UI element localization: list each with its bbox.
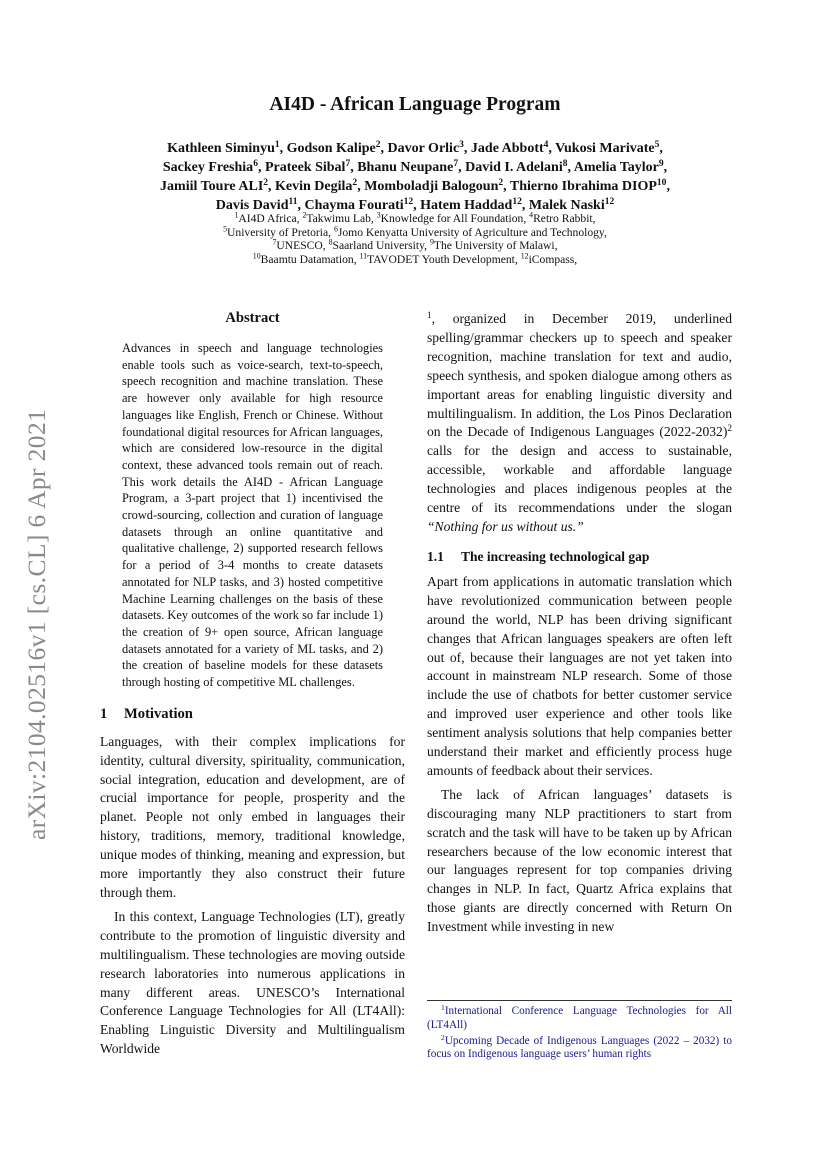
subsection-title: The increasing technological gap (461, 548, 650, 564)
affiliation-text: University of Pretoria, (227, 225, 332, 239)
abstract-heading: Abstract (225, 310, 280, 326)
motivation-paragraph-2-text-b: , organized in December 2019, underlined spelling/grammar checkers up to speech and speaker recognition, machine translation for text and audio, speech synthesis, and spoken dialogue among others as important areas for enabling linguistic diversity and multilingualism. In addition, the Los Pinos Declaration on the Decade of Indigenous Languages (2022-2032) (427, 311, 732, 440)
motivation-paragraph-2-text: In this context, Language Technologies (LT), greatly contribute to the promotion of linguistic diversity and multilingualism. These technologies are moving outside research laboratories into numerous applications in many different areas. UNESCO’s International Conference Language Technologies for All (LT4All): Enabling Linguistic Diversity and Multilingualism Worldwide (100, 908, 405, 1057)
author-affiliation-mark: 12 (604, 196, 615, 207)
affiliation-number: 4 (529, 210, 534, 220)
author-affiliation-mark: 3 (459, 139, 464, 150)
affiliation-text: Jomo Kenyatta University of Agriculture and Technology, (337, 225, 607, 239)
affiliation-number: 1 (234, 210, 239, 220)
author-affiliation-mark: 7 (453, 158, 459, 169)
paper-title: AI4D - African Language Program (269, 94, 561, 115)
affiliation-text: UNESCO, (276, 239, 326, 253)
author-affiliation-mark: 10 (656, 177, 667, 188)
affiliation-text: Saarland University, (332, 239, 428, 253)
author-affiliation-mark: 2 (352, 177, 358, 188)
author-name: Jade Abbott (470, 141, 544, 156)
affiliation-text: AI4D Africa, (238, 212, 300, 225)
footnotes (427, 1000, 732, 1064)
author-name: Momboladji Balogoun (364, 179, 499, 194)
affiliation-number: 2 (302, 210, 307, 220)
affiliation-number: 12 (520, 251, 529, 261)
section-title: Motivation (124, 705, 193, 722)
author-affiliation-mark: 8 (562, 158, 568, 169)
author-name: Sackey Freshia (162, 160, 254, 175)
motivation-paragraph-2-continued (427, 310, 732, 537)
footnote-ref-1[interactable]: 1 (427, 309, 432, 320)
affiliation-text: Knowledge for All Foundation, (380, 212, 527, 225)
footnote-2[interactable] (427, 1032, 732, 1063)
affiliation-number: 9 (429, 237, 434, 247)
affiliation-number: 3 (376, 210, 381, 220)
author-name: David I. Adelani (465, 160, 563, 175)
gap-paragraph-1: Apart from applications in automatic translation which have revolutionized communication between people around the world, NLP has been driving significant changes that African languages speakers are often left out of, because their languages are not yet taken into account in mainstream NLP research. Some of those include the use of chatbots for better customer service and improved user experience and other tools like sentiment analysis solutions that help companies better understand their market and efficiently process huge amounts of feedback about their services. (427, 573, 732, 778)
motivation-paragraph-2 (100, 908, 405, 1059)
subsection-heading-technological-gap (427, 549, 732, 565)
footnote-number: 1 (441, 1002, 445, 1012)
affiliation-text: Retro Rabbit, (533, 212, 596, 225)
footnote-text: International Conference Language Technologies for All (LT4All) (427, 1005, 732, 1031)
author-name: Vukosi Marivate (555, 141, 655, 156)
author-affiliation-mark: 2 (498, 177, 504, 188)
affiliation-number: 5 (223, 224, 228, 234)
author-affiliation-mark: 12 (403, 196, 414, 207)
slogan: “Nothing for us without us.” (427, 518, 584, 534)
author-name: Godson Kalipe (286, 141, 376, 156)
abstract-text: Advances in speech and language technologies enable tools such as voice-search, text-to-speech, speech recognition and machine translation. These are however only available for high resource languages like English, French or Chinese. Without foundational digital resources for African languages, which are considered low-resource in the digital context, these advanced tools remain out of reach. This work details the AI4D - African Language Program, a 3-part project that 1) incentivised the crowd-sourcing, collection and curation of language datasets through an online quantitative and qualitative challenge, 2) supported research fellows for a period of 3-4 months to create datasets annotated for NLP tasks, and 3) hosted competitive Machine Learning challenges on the basis of these datasets. Key outcomes of the work so far include 1) the creation of 9+ open source, African language datasets annotated for a variety of ML tasks, and 2) the creation of baseline models for these datasets through hosting of competitive ML challenges. (122, 341, 383, 690)
affiliation-number: 7 (272, 237, 277, 247)
footnote-1[interactable] (427, 1002, 732, 1033)
author-name: Jamiil Toure ALI (160, 179, 264, 194)
footnote-ref-2[interactable]: 2 (727, 423, 732, 434)
gap-paragraph-2: The lack of African languages’ datasets is discouraging many NLP practitioners to start from scratch and the task will have to be taken up by African researchers because of the low economic interest that our languages represent for top companies driving changes in NLP. In fact, Quartz Africa explains that those giants are directly concerned with Return On Investment while investing in new (427, 786, 732, 935)
arxiv-stamp: arXiv:2104.02516v1 [cs.CL] 6 Apr 2021 (22, 408, 51, 840)
affiliation-text: TAVODET Youth Development, (367, 252, 518, 266)
affiliation-text: iCompass, (528, 252, 578, 266)
author-name: Hatem Haddad (420, 198, 513, 213)
author-name: Davor Orlic (387, 141, 460, 156)
affiliation-number: 10 (252, 251, 261, 261)
affiliation-text: Baamtu Datamation, (260, 252, 357, 266)
author-list: Kathleen Siminyu$^1$, Godson Kalipe$^2$, Davor Orlic$^3$, Jade Abbott$^4$, Vukosi Marivate$^5$, Sackey Freshia$^6$, Prateek Sibal$^7$, Bhanu Neupane$^7$, David I. Adelani$^8$, Amelia Taylor$^9$, Jamiil Toure ALI$^2$, Kevin Degila$^2$, Momboladji Balogoun$^2$, Thierno Ibrahima DIOP$^{10}$, Davis David$^{11}$, Chayma Fourati$^{12}$, Hatem Haddad$^{12}$, Malek Naski$^{12}$ (160, 139, 670, 213)
subsection-number: 1.1 (427, 548, 444, 564)
affiliation-number: 8 (328, 237, 333, 247)
affiliation-list (100, 212, 730, 266)
affiliation-text: The University of Malawi, (433, 239, 558, 253)
author-name: Chayma Fourati (304, 198, 404, 213)
affiliation-text: Takwimu Lab, (306, 212, 374, 225)
author-name: Amelia Taylor (573, 160, 659, 175)
author-affiliation-mark: 1 (274, 139, 280, 150)
author-name: Thierno Ibrahima DIOP (509, 179, 657, 194)
author-affiliation-mark: 11 (288, 196, 298, 207)
author-affiliation-mark: 4 (543, 139, 549, 150)
section-number: 1 (100, 705, 108, 722)
author-affiliation-mark: 5 (654, 139, 660, 150)
author-name: Davis David (215, 198, 289, 213)
left-column (100, 310, 405, 1059)
author-affiliation-mark: 2 (263, 177, 269, 188)
author-affiliation-mark: 12 (512, 196, 522, 207)
footnote-text: Upcoming Decade of Indigenous Languages (2022 – 2032) to focus on Indigenous language users’ human rights (427, 1034, 732, 1061)
author-name: Bhanu Neupane (357, 160, 454, 175)
author-name: Kevin Degila (275, 179, 353, 194)
author-affiliation-mark: 7 (345, 158, 351, 169)
motivation-paragraph-2-text-c: calls for the design and access to sustainable, accessible, workable and affordable language technologies and places indigenous peoples at the centre of its recommendations under the slogan (427, 443, 732, 516)
author-name: Prateek Sibal (264, 160, 346, 175)
author-affiliation-mark: 9 (658, 158, 664, 169)
affiliation-number: 11 (359, 251, 368, 261)
footnote-number: 2 (441, 1032, 445, 1042)
right-column (427, 310, 732, 937)
motivation-paragraph-1: Languages, with their complex implications for identity, cultural diversity, spirituality, communication, social integration, education and development, are of crucial importance for people, prosperity and the planet. People not only embed in languages their history, traditions, memory, traditional knowledge, unique modes of thinking, meaning and expression, but more importantly they also construct their future through them. (100, 733, 405, 901)
author-name: Malek Naski (528, 198, 605, 213)
author-affiliation-mark: 2 (375, 139, 381, 150)
section-heading-motivation (100, 706, 405, 723)
author-affiliation-mark: 6 (253, 158, 258, 169)
affiliation-number: 6 (333, 224, 338, 234)
author-name: Kathleen Siminyu (167, 141, 275, 156)
